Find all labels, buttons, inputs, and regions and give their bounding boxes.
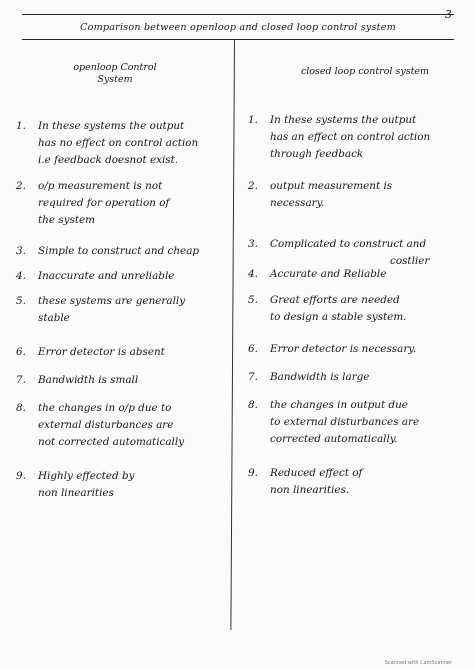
item-text <box>38 178 234 229</box>
item-number: 9. <box>248 467 258 479</box>
item-line: has no effect on control action <box>38 137 199 149</box>
item-number: 6. <box>248 343 258 355</box>
item-number: 3. <box>16 245 26 257</box>
item-line: stable <box>38 312 70 324</box>
item-line: Error detector is absent <box>38 346 165 358</box>
closedloop-heading-line-1: closed loop control system <box>300 66 430 77</box>
item-line: costlier <box>390 255 430 267</box>
page-number: 3 <box>445 8 452 21</box>
item-number: 2. <box>248 180 258 192</box>
item-text <box>38 372 234 389</box>
item-line: has an effect on control action <box>270 131 431 143</box>
item-text <box>270 369 466 386</box>
item-number: 5. <box>16 295 26 307</box>
item-number: 1. <box>16 120 26 132</box>
item-number: 7. <box>248 371 258 383</box>
item-number: 8. <box>16 402 26 414</box>
item-number: 4. <box>248 268 258 280</box>
page-title: Comparison between openloop and closed loop control system <box>80 21 396 33</box>
item-text <box>38 293 234 327</box>
item-text <box>38 268 234 285</box>
item-text <box>270 178 466 212</box>
item-line: these systems are generally <box>38 295 186 307</box>
item-line: Highly effected by <box>38 470 135 482</box>
item-number: 5. <box>248 294 258 306</box>
item-line: output measurement is <box>270 180 393 192</box>
item-text <box>270 341 466 358</box>
item-number: 2. <box>16 180 26 192</box>
item-line: Reduced effect of <box>270 467 363 479</box>
item-text <box>38 344 234 361</box>
item-line: external disturbances are <box>38 419 174 431</box>
item-number: 7. <box>16 374 26 386</box>
item-text <box>38 468 234 502</box>
item-text <box>270 236 466 270</box>
item-text <box>38 400 234 451</box>
item-number: 9. <box>16 470 26 482</box>
item-line: to external disturbances are <box>270 416 420 428</box>
item-line: necessary. <box>270 197 325 209</box>
scanner-footer: Scanned with CamScanner <box>384 660 452 666</box>
item-number: 8. <box>248 399 258 411</box>
closedloop-heading <box>270 66 460 78</box>
item-line: through feedback <box>270 148 364 160</box>
item-line: not corrected automatically <box>38 436 185 448</box>
item-text <box>270 292 466 326</box>
item-number: 1. <box>248 114 258 126</box>
item-line: corrected automatically. <box>270 433 398 445</box>
title-box <box>22 14 454 40</box>
item-line: the system <box>38 214 96 226</box>
item-line: o/p measurement is not <box>38 180 163 192</box>
item-line: the changes in o/p due to <box>38 402 172 414</box>
item-text <box>38 243 234 260</box>
item-line: Simple to construct and cheap <box>38 245 200 257</box>
item-text <box>38 118 234 169</box>
item-number: 4. <box>16 270 26 282</box>
item-line: Error detector is necessary. <box>270 343 417 355</box>
item-line: Bandwidth is large <box>270 371 370 383</box>
item-line: Accurate and Reliable <box>270 268 387 280</box>
item-number: 3. <box>248 238 258 250</box>
item-line: In these systems the output <box>270 114 417 126</box>
item-text <box>270 266 466 283</box>
item-line: Inaccurate and unreliable <box>38 270 175 282</box>
item-text <box>270 397 466 448</box>
item-text <box>270 112 466 163</box>
item-line: required for operation of <box>38 197 170 209</box>
item-line: i.e feedback doesnot exist. <box>38 154 179 166</box>
item-line: non linearities. <box>270 484 350 496</box>
item-line: non linearities <box>38 487 114 499</box>
item-line: Great efforts are needed <box>270 294 400 306</box>
openloop-heading-line-1: openloop Control <box>73 62 157 73</box>
item-line: Bandwidth is small <box>38 374 139 386</box>
openloop-heading <box>40 62 190 86</box>
item-text <box>270 465 466 499</box>
item-number: 6. <box>16 346 26 358</box>
item-line: Complicated to construct and <box>270 238 427 250</box>
openloop-heading-line-2: System <box>97 74 133 85</box>
item-line: the changes in output due <box>270 399 408 411</box>
item-line: In these systems the output <box>38 120 185 132</box>
item-line: to design a stable system. <box>270 311 407 323</box>
